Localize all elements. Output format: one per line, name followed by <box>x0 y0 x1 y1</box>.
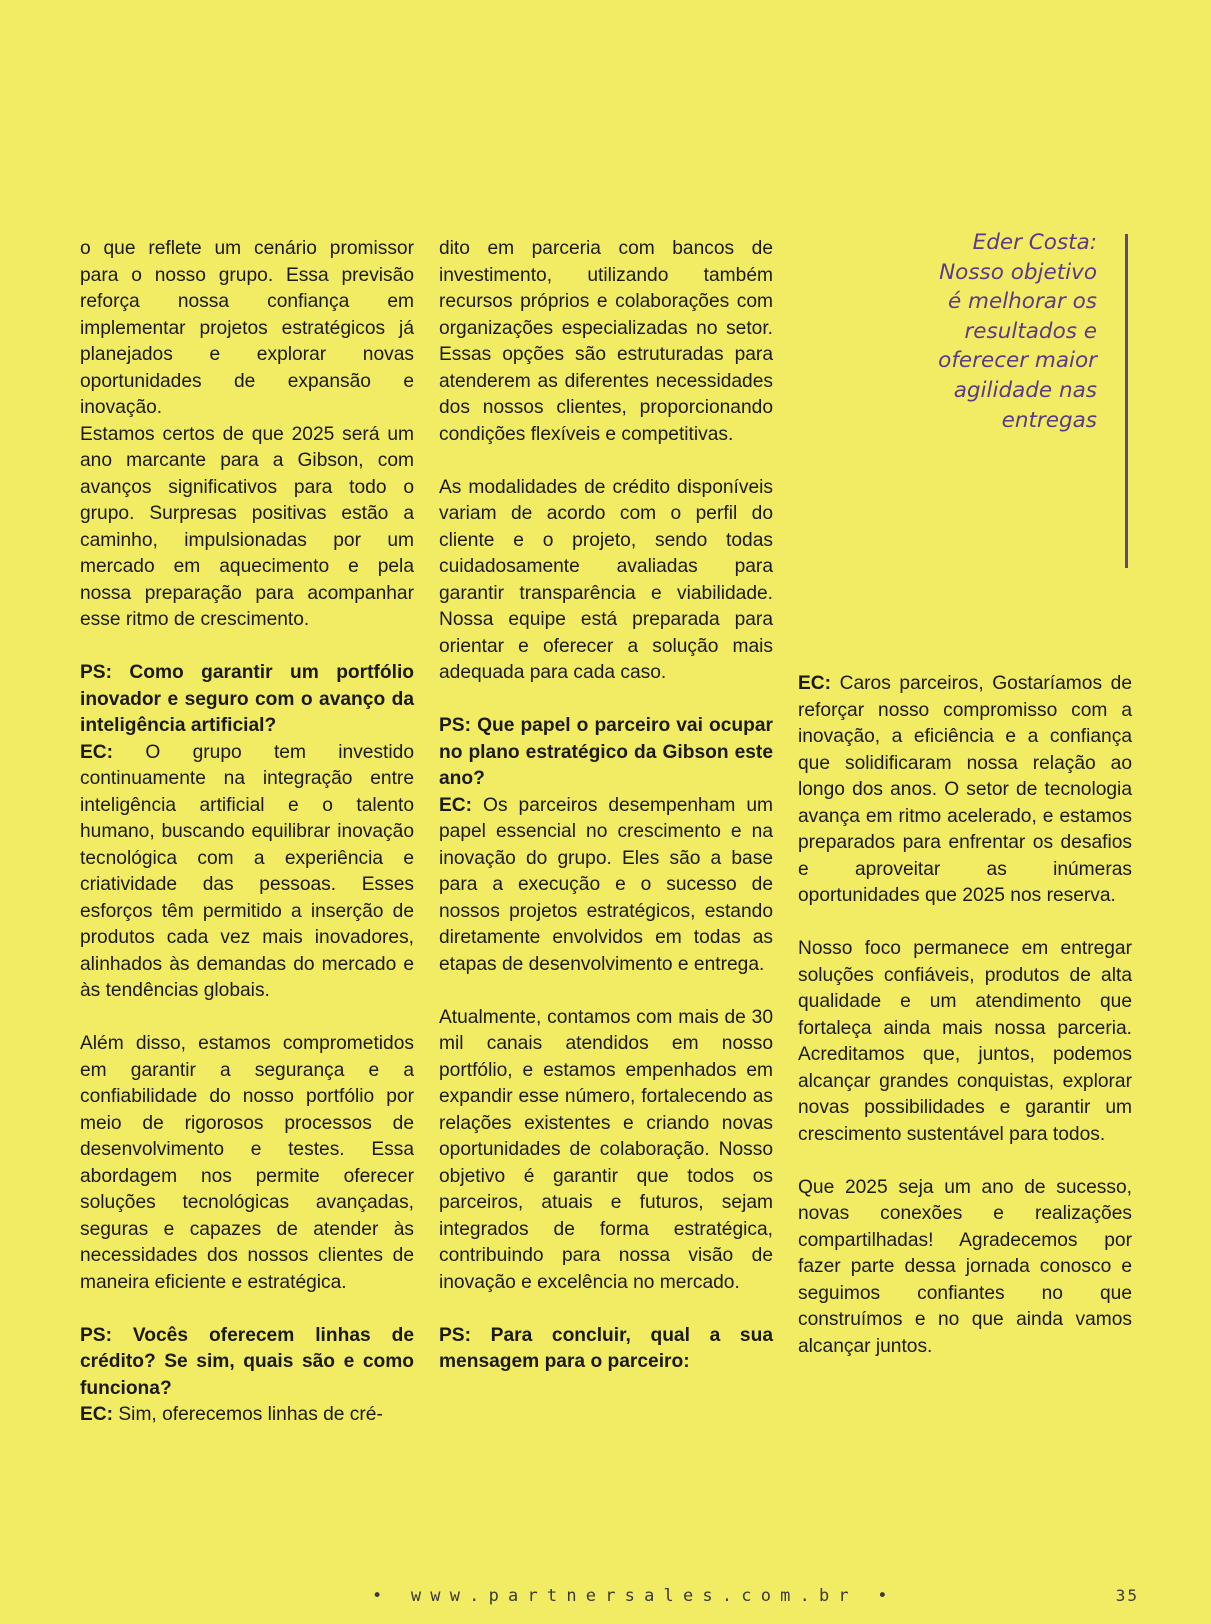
footer-website-link[interactable]: • www.partnersales.com.br • <box>372 1586 897 1606</box>
answer-text: O grupo tem investido continuamente na integração entre inteligência artificial e o talento humano, buscando equilibrar inovação tecnológica com a experiência e criatividade das pessoas. Esses esforços têm permitido a inserção de produtos cada vez mais inovadores, alinhados às demandas do mercado e às tendências globais. <box>80 741 414 1001</box>
speaker-label: EC: <box>798 673 832 694</box>
page-footer <box>0 1586 1211 1612</box>
pull-quote <box>837 228 1097 435</box>
paragraph: Que 2025 seja um ano de sucesso, novas conexões e realizações compartilhadas! Agradecemos por fazer parte dessa jornada conosco e seguimos confiantes no que construímos e no que ainda vamos alcançar juntos. <box>798 1176 1132 1357</box>
speaker-label: EC: <box>80 741 114 763</box>
answer-text: Caros parceiros, Gostaríamos de reforçar nosso compromisso com a inovação, a eficiência e a confiança que solidificaram nossa relação ao longo dos anos. O setor de tecnologia avança em ritmo acelerado, e estamos preparados para enfrentar os desafios e aproveitar as inúmeras oportunidades que 2025 nos reserva. <box>798 673 1132 906</box>
pull-quote-line: oferecer maior <box>938 348 1097 374</box>
article-column-3 <box>798 671 1132 1360</box>
paragraph: Além disso, estamos comprometidos em garantir a segurança e a confiabilidade do nosso portfólio por meio de rigorosos processos de desenvolvimento e testes. Essa abordagem nos permite oferecer soluções tecnológicas avançadas, seguras e capazes de atender às necessidades dos nossos clientes de maneira eficiente e estratégica. <box>80 1033 414 1293</box>
pull-quote-divider <box>1125 234 1128 568</box>
speaker-label: EC: <box>80 1404 114 1425</box>
answer-text: Os parceiros desempenham um papel essencial no crescimento e na inovação do grupo. Eles são a base para a execução e o sucesso de nossos projetos estratégicos, estando diretamente envolvidos em todas as etapas de desenvolvimento e entrega. <box>439 794 773 975</box>
article-column-2 <box>439 236 773 1376</box>
interview-answer <box>80 1402 414 1429</box>
paragraph: Estamos certos de que 2025 será um ano marcante para a Gibson, com avanços significativos para todo o grupo. Surpresas positivas estão a caminho, impulsionadas por um mercado em aquecimento e pela nossa preparação para acompanhar esse ritmo de crescimento. <box>80 423 414 630</box>
interview-answer <box>80 740 414 1005</box>
article-column-1 <box>80 236 414 1429</box>
paragraph: Atualmente, contamos com mais de 30 mil canais atendidos em nosso portfólio, e estamos empenhados em expandir esse número, fortalecendo as relações existentes e criando novas oportunidades de colaboração. Nosso objetivo é garantir que todos os parceiros, atuais e futuros, sejam integrados de forma estratégica, contribuindo para nossa visão de inovação e excelência no mercado. <box>439 1006 773 1293</box>
interview-question: PS: Como garantir um portfólio inovador e seguro com o avanço da inteligência artificial? <box>80 662 414 736</box>
interview-answer <box>439 793 773 979</box>
pull-quote-line: é melhorar os <box>947 289 1097 315</box>
pull-quote-line: resultados e <box>964 318 1097 344</box>
paragraph: dito em parceria com bancos de investimento, utilizando também recursos próprios e colaborações com organizações especializadas no setor. Essas opções são estruturadas para atenderem as diferentes necessidades dos nossos clientes, proporcionando condições flexíveis e competitivas. <box>439 238 773 445</box>
paragraph: o que reflete um cenário promissor para o nosso grupo. Essa previsão reforça nossa confiança em implementar projetos estratégicos já planejados e explorar novas oportunidades de expansão e inovação. <box>80 238 414 418</box>
pull-quote-line: Nosso objetivo <box>939 259 1097 285</box>
interview-question: PS: Que papel o parceiro vai ocupar no plano estratégico da Gibson este ano? <box>439 715 773 789</box>
interview-answer <box>798 671 1132 910</box>
interview-question: PS: Para concluir, qual a sua mensagem para o parceiro: <box>439 1324 773 1372</box>
answer-text: Sim, oferecemos linhas de cré- <box>113 1404 383 1425</box>
page-number: 35 <box>1115 1586 1139 1605</box>
paragraph: Nosso foco permanece em entregar soluções confiáveis, produtos de alta qualidade e um atendimento que fortaleça ainda mais nossa parceria. Acreditamos que, juntos, podemos alcançar grandes conquistas, explorar novas possibilidades e garantir um crescimento sustentável para todos. <box>798 938 1132 1145</box>
pull-quote-line: entregas <box>1001 407 1097 433</box>
pull-quote-line: agilidade nas <box>953 377 1097 403</box>
interview-question: PS: Vocês oferecem linhas de crédito? Se sim, quais são e como funciona? <box>80 1324 414 1399</box>
paragraph: As modalidades de crédito disponíveis variam de acordo com o perfil do cliente e o projeto, sendo todas cuidadosamente avaliadas para garantir transparência e viabilidade. Nossa equipe está preparada para orientar e oferecer a solução mais adequada para cada caso. <box>439 476 773 683</box>
speaker-label: EC: <box>439 794 473 816</box>
pull-quote-line: Eder Costa: <box>972 230 1097 255</box>
